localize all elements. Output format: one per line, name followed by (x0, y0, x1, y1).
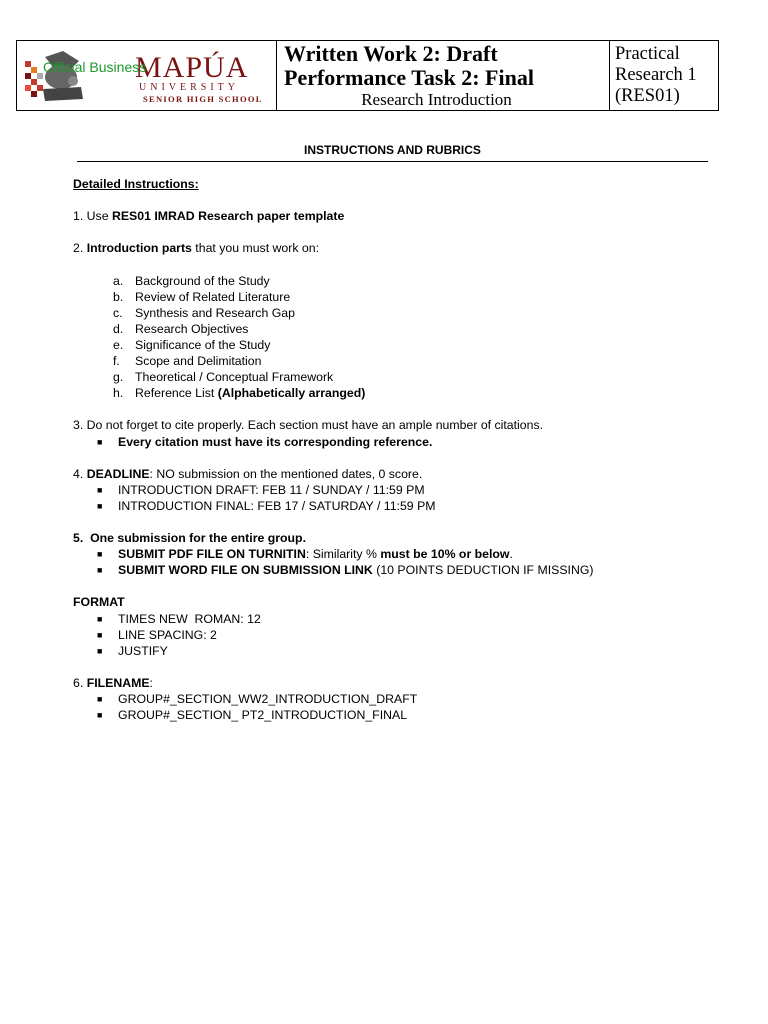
subject-line-1: Practical (615, 44, 680, 64)
bullet-icon: ■ (97, 500, 103, 511)
list-item: d. Research Objectives (113, 321, 249, 336)
list-item: ■ LINE SPACING: 2 (97, 627, 217, 642)
title-cell (277, 41, 610, 110)
instruction-3: 3. Do not forget to cite properly. Each section must have an ample number of citations. (73, 418, 544, 433)
list-item: e. Significance of the Study (113, 337, 271, 352)
logo-school: SENIOR HIGH SCHOOL (143, 94, 263, 104)
official-business-overlay: Official Business (43, 59, 147, 75)
instruction-2: 2. Introduction parts that you must work on: (73, 241, 320, 256)
list-item: ■ SUBMIT PDF FILE ON TURNITIN: Similarity % must be 10% or below. (97, 547, 513, 562)
list-item: ■ GROUP#_SECTION_WW2_INTRODUCTION_DRAFT (97, 692, 418, 706)
logo-wordmark: MAPÚA (135, 51, 249, 84)
subject-line-3: (RES01) (615, 86, 680, 106)
subject-cell (610, 41, 718, 110)
bullet-icon: ■ (97, 629, 103, 640)
list-item: ■ JUSTIFY (97, 643, 168, 658)
instruction-6: 6. FILENAME: (73, 675, 153, 690)
section-heading: INSTRUCTIONS AND RUBRICS (77, 143, 708, 162)
list-item: a. Background of the Study (113, 273, 270, 288)
instruction-5: 5. One submission for the entire group. (73, 531, 306, 546)
bullet-icon: ■ (97, 484, 103, 495)
filename-bullets (97, 691, 713, 723)
format-bullets (97, 611, 713, 659)
list-item: ■ SUBMIT WORD FILE ON SUBMISSION LINK (10 POINTS DEDUCTION IF MISSING) (97, 563, 594, 578)
instructions-body (73, 176, 713, 723)
deadline-bullets (97, 482, 713, 514)
list-item: b. Review of Related Literature (113, 289, 291, 304)
introduction-parts-list (113, 273, 713, 402)
bullet-icon: ■ (97, 694, 103, 704)
title-subtitle: Research Introduction (361, 90, 512, 109)
title-line-2: Performance Task 2: Final (284, 65, 534, 90)
bullet-icon: ■ (97, 645, 103, 656)
logo-cell (17, 41, 277, 110)
list-item: ■ INTRODUCTION DRAFT: FEB 11 / SUNDAY / 11:59 PM (97, 482, 425, 497)
logo-university: UNIVERSITY (139, 82, 239, 93)
list-item: ■ INTRODUCTION FINAL: FEB 17 / SATURDAY / 11:59 PM (97, 498, 436, 513)
bullet-icon: ■ (97, 613, 103, 624)
list-item: f. Scope and Delimitation (113, 354, 262, 369)
bullet-icon: ■ (97, 549, 103, 560)
submission-bullets (97, 546, 713, 578)
title-line-1: Written Work 2: Draft (284, 41, 498, 66)
list-item: ■ TIMES NEW ROMAN: 12 (97, 611, 261, 626)
bullet-icon: ■ (97, 565, 103, 576)
instruction-1: 1. Use RES01 IMRAD Research paper template (73, 209, 345, 224)
bullet-icon: ■ (97, 436, 103, 447)
bullet-icon: ■ (97, 710, 103, 721)
list-item: c. Synthesis and Research Gap (113, 305, 295, 320)
list-item: h. Reference List (Alphabetically arranged) (113, 386, 366, 401)
citation-bullets (97, 434, 713, 450)
document-header (16, 40, 719, 111)
subject-line-2: Research 1 (615, 65, 697, 85)
list-item: ■ Every citation must have its corresponding reference. (97, 434, 433, 449)
list-item: g. Theoretical / Conceptual Framework (113, 370, 334, 385)
detailed-instructions-label: Detailed Instructions: (73, 177, 199, 191)
instruction-4: 4. DEADLINE: NO submission on the mentioned dates, 0 score. (73, 466, 423, 481)
format-label: FORMAT (73, 595, 125, 610)
list-item: ■ GROUP#_SECTION_ PT2_INTRODUCTION_FINAL (97, 708, 408, 723)
university-seal-logo (23, 47, 87, 107)
